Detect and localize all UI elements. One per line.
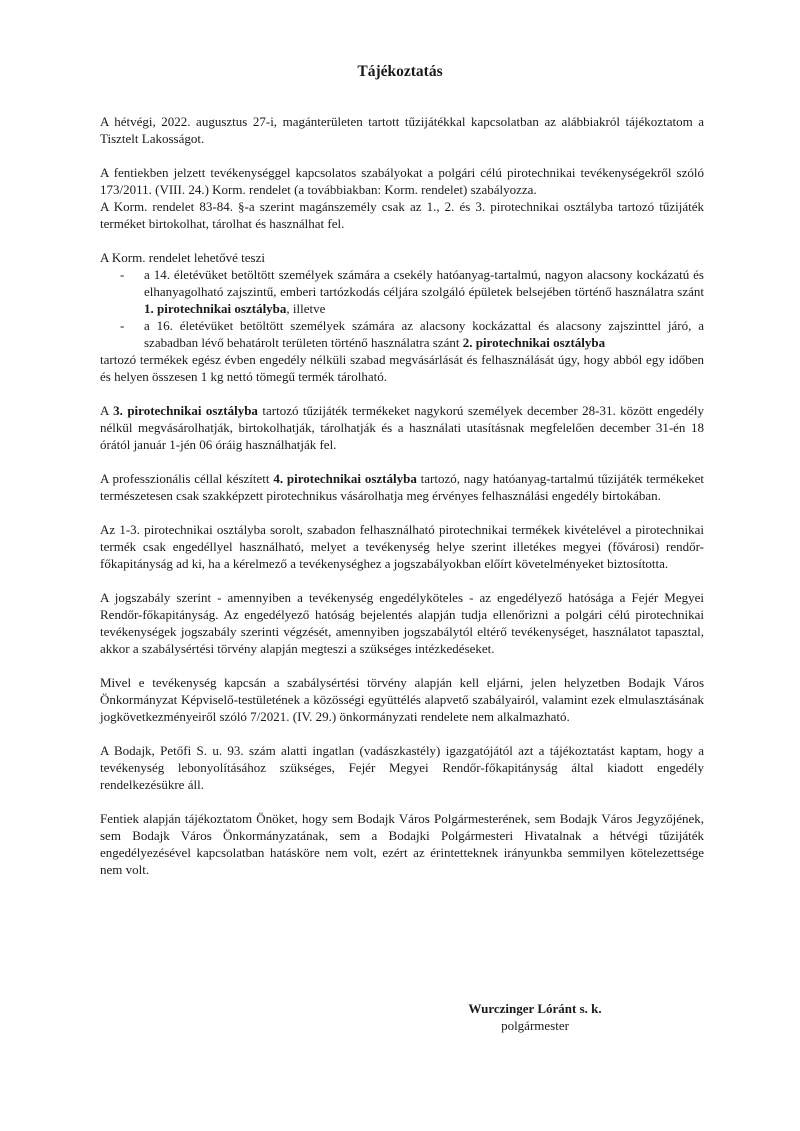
list-item-text-end: , illetve (286, 301, 326, 316)
text-span: tartozó tűzijáték termékeket nagykorú személyek december 28-31. között engedély nélkül megvásárolhatják, birtokolhatják, tárolhatják és a használati utasításnak megfelelően december 31-én 18 órától január 1-jén 06 óráig használhatják fel. (100, 403, 705, 452)
paragraph-authority: A jogszabály szerint - amennyiben a tevékenység engedélyköteles - az engedélyező hatósága a Fejér Megyei Rendőr-főkapitányság. Az engedélyező hatóság bejelentés alapján tudja ellenőrizni a polgári célú pirotechnikai tevékenységek jogszabály szerinti végzését, amennyiben jogszabálytól eltérő tevékenységet, használatot tapasztal, akkor a szabálysértési törvény alapján megteszi a szükséges intézkedéseket. (100, 590, 704, 656)
document-title: Tájékoztatás (357, 63, 443, 80)
class-3-bold: 3. pirotechnikai osztályba (113, 403, 258, 418)
list-item (100, 317, 704, 351)
paragraph-permits-end: tartozó termékek egész évben engedély nélküli szabad megvásárlását és felhasználását úgy, hogy abból egy időben és helyen összesen 1 kg nettó tömegű termék tárolható. (100, 352, 704, 384)
paragraph-regulation: A fentiekben jelzett tevékenységgel kapcsolatos szabályokat a polgári célú pirotechnikai tevékenységekről szóló 173/2011. (VIII. 24.) Korm. rendelet (a továbbiakban: Korm. rendelet) szabályozza. (100, 165, 704, 197)
paragraph-conclusion: Fentiek alapján tájékoztatom Önöket, hogy sem Bodajk Város Polgármesterének, sem Bodajk Város Jegyzőjének, sem Bodajk Város Önkormányzatának, sem a Bodajki Polgármesteri Hivatalnak a hétvégi tűzijáték engedélyezésével kapcsolatban hatásköre nem volt, ezért az érintetteknek irányunkba semmilyen kötelezettsége nem volt. (100, 811, 704, 877)
document-body (100, 113, 704, 878)
list-item-text: a 14. életévüket betöltött személyek számára a csekély hatóanyag-tartalmú, nagyon alacsony kockázatú és elhanyagolható zajszintű, emberi tartózkodás céljára szolgáló épületek belsejében történő használatra szánt (144, 267, 704, 299)
list-item-bold: 2. pirotechnikai osztályba (462, 335, 606, 350)
paragraph-intro: A hétvégi, 2022. augusztus 27-i, magánterületen tartott tűzijátékkal kapcsolatban az alábbiakról tájékoztatom a Tisztelt Lakosságot. (100, 114, 704, 146)
paragraph-regulation-sections: A Korm. rendelet 83-84. §-a szerint magánszemély csak az 1., 2. és 3. pirotechnikai osztályba tartozó tűzijáték terméket birtokolhat, tárolhat és használhat fel. (100, 199, 704, 231)
permits-list (100, 266, 704, 351)
list-dash: - (120, 267, 125, 282)
paragraph-municipal-decree: Mivel e tevékenység kapcsán a szabálysértési törvény alapján kell eljárni, jelen helyzetben Bodajk Város Önkormányzat Képviselő-testületének a közösségi együttélés alapvető szabályairól, valamint ezek elmulasztásának jogkövetkezményeiről szóló 7/2021. (IV. 29.) önkormányzati rendelete nem alkalmazható. (100, 675, 704, 724)
list-item-bold: 1. pirotechnikai osztályba (144, 301, 287, 316)
list-dash: - (120, 318, 125, 333)
class-4-bold: 4. pirotechnikai osztályba (273, 471, 417, 486)
signatory-name: Wurczinger Lóránt s. k. (468, 1001, 602, 1016)
text-span: A (100, 403, 114, 418)
list-item (100, 266, 704, 317)
text-span: A professzionális céllal készített (100, 471, 274, 486)
paragraph-permits-intro: A Korm. rendelet lehetővé teszi (100, 250, 265, 265)
signatory-role: polgármester (501, 1018, 569, 1033)
text-span: tartozó, nagy hatóanyag-tartalmú tűzijáték termékeket természetesen csak szakképzett pirotechnikus vásárolhatja meg érvényes felhasználási engedély birtokában. (100, 471, 704, 503)
paragraph-license: Az 1-3. pirotechnikai osztályba sorolt, szabadon felhasználható pirotechnikai termékek kivételével a pirotechnikai termék csak engedéllyel használható, melyet a tevékenység helye szerint illetékes megyei (fővárosi) rendőr-főkapitányság ad ki, ha a kérelmező a tevékenységhez a jogszabályokban előírt követelményeket biztosította. (100, 522, 704, 571)
paragraph-class-3 (100, 402, 704, 453)
list-item-text: a 16. életévüket betöltött személyek számára az alacsony kockázattal és alacsony zajszinttel járó, a szabadban lévő behatárolt területen történő használatra szánt (144, 318, 704, 350)
signature-block (440, 1000, 630, 1034)
paragraph-castle: A Bodajk, Petőfi S. u. 93. szám alatti ingatlan (vadászkastély) igazgatójától azt a tájékoztatást kaptam, hogy a tevékenység lebonyolításához szükséges, Fejér Megyei Rendőr-főkapitányság által kiadott engedély rendelkezésükre áll. (100, 743, 704, 792)
paragraph-class-4 (100, 470, 704, 504)
